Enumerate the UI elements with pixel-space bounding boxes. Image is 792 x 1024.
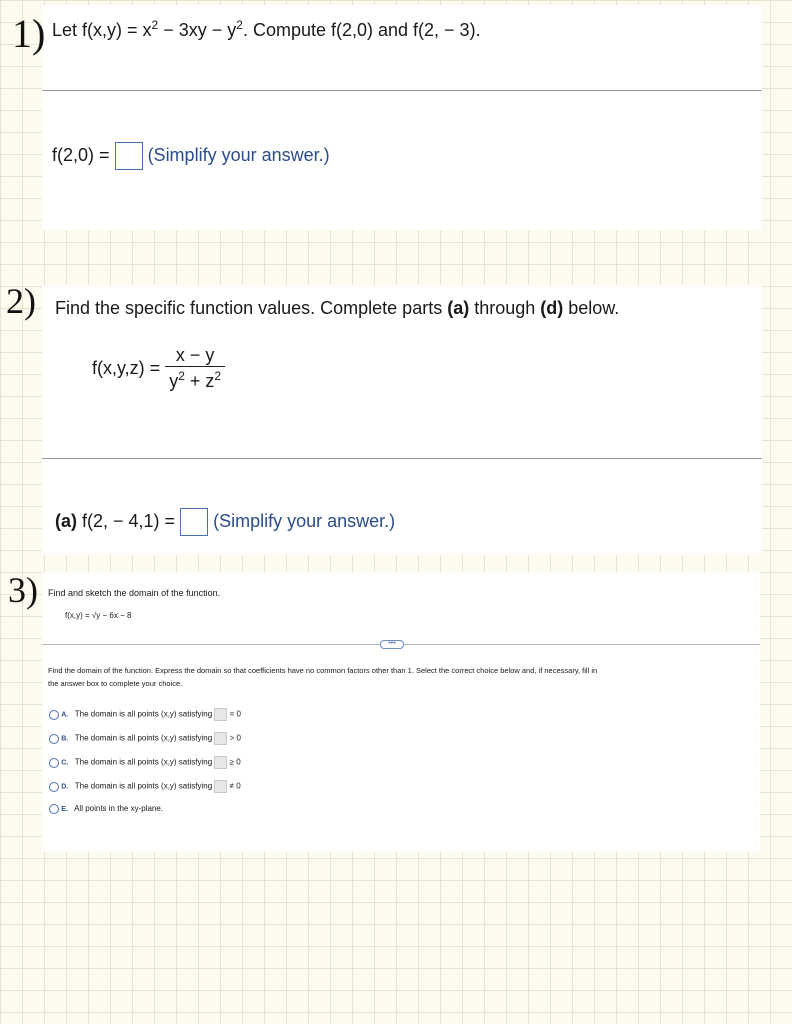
divider	[42, 90, 762, 91]
problem-2-instructions	[55, 298, 619, 319]
option-text: The domain is all points (x,y) satisfying	[74, 709, 213, 719]
option-letter: A.	[61, 711, 69, 719]
instr-end: below.	[563, 298, 620, 318]
instr-start: Find the specific function values. Complete parts	[55, 298, 448, 318]
problem-1-number: 1)	[12, 11, 46, 56]
divider	[42, 458, 762, 459]
prompt-mid: − 3xy − y	[158, 20, 237, 40]
radio-button[interactable]	[49, 804, 59, 814]
option-a[interactable]	[49, 708, 241, 721]
answer-input[interactable]	[214, 756, 227, 769]
problem-3-title: Find and sketch the domain of the function.	[48, 588, 221, 598]
exponent: 2	[151, 18, 159, 32]
option-letter: B.	[61, 735, 69, 743]
problem-3-function: f(x,y) = √y − 6x − 8	[65, 611, 132, 620]
option-text: All points in the xy-plane.	[74, 804, 164, 814]
option-b[interactable]	[49, 732, 241, 745]
domain-instructions-line-1: Find the domain of the function. Express the domain so that coefficients have no common factors other than 1. Select the correct choice below and, if necessary, fill in	[48, 666, 598, 675]
option-letter: D.	[61, 783, 69, 791]
option-e[interactable]	[49, 804, 163, 814]
option-text: The domain is all points (x,y) satisfying	[74, 781, 213, 791]
answer-input[interactable]	[214, 708, 227, 721]
more-button[interactable]: •••	[380, 640, 404, 649]
relation: ≠ 0	[229, 781, 241, 791]
answer-input[interactable]	[180, 508, 208, 536]
hint-text: (Simplify your answer.)	[213, 510, 396, 531]
function-lhs: f(x,y,z) =	[92, 358, 161, 378]
part-expression: f(2, − 4,1) =	[82, 510, 176, 531]
radio-button[interactable]	[49, 782, 59, 792]
instr-mid: through	[469, 298, 541, 318]
part-label: (a)	[55, 510, 77, 531]
numerator: x − y	[165, 345, 225, 367]
prompt-start: Let f(x,y) = x	[52, 20, 152, 40]
option-d[interactable]	[49, 780, 241, 793]
radio-button[interactable]	[49, 758, 59, 768]
relation: > 0	[229, 733, 241, 743]
part-a-ref: (a)	[447, 298, 470, 318]
problem-1-answer-row	[52, 142, 330, 170]
answer-input[interactable]	[214, 732, 227, 745]
option-text: The domain is all points (x,y) satisfying	[74, 757, 213, 767]
problem-3-number: 3)	[8, 570, 38, 610]
fraction	[165, 345, 225, 392]
option-letter: E.	[61, 806, 68, 814]
option-text: The domain is all points (x,y) satisfying	[74, 733, 213, 743]
exponent: 2	[236, 18, 243, 32]
answer-input[interactable]	[115, 142, 143, 170]
prompt-end: . Compute f(2,0) and f(2, − 3).	[242, 20, 481, 40]
part-d-ref: (d)	[540, 298, 564, 318]
problem-1-prompt	[52, 18, 481, 41]
part-a-row	[55, 508, 395, 536]
radio-button[interactable]	[49, 734, 59, 744]
option-c[interactable]	[49, 756, 241, 769]
denominator: $y^2 + z^2$	[169, 369, 222, 391]
radio-button[interactable]	[49, 710, 59, 720]
answer-label: f(2,0) =	[52, 144, 110, 165]
hint-text: (Simplify your answer.)	[147, 144, 330, 165]
function-definition	[92, 345, 225, 392]
domain-instructions-line-2: the answer box to complete your choice.	[48, 679, 183, 688]
relation: ≥ 0	[229, 757, 241, 767]
relation: = 0	[229, 709, 241, 719]
answer-input[interactable]	[214, 780, 227, 793]
problem-2-number: 2)	[6, 281, 36, 321]
option-letter: C.	[61, 759, 69, 767]
